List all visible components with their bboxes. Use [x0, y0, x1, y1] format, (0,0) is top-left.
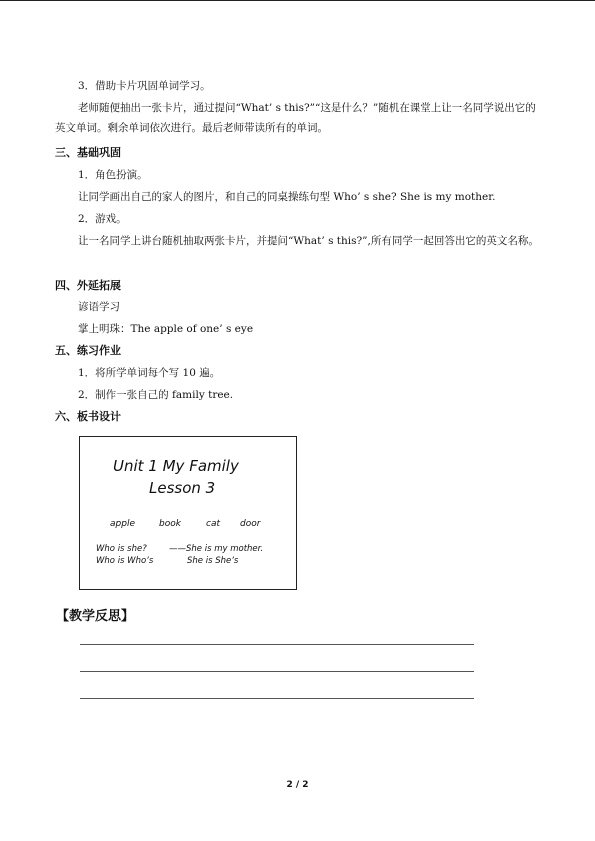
page-top-border [0, 0, 595, 1]
step3-heading: 3．借助卡片巩固单词学习。 [78, 80, 211, 92]
reflection-line-1 [80, 644, 474, 645]
board-line1-question: Who is she? [96, 544, 147, 554]
reflection-line-3 [80, 698, 474, 699]
board-lesson: Lesson 3 [149, 479, 216, 497]
reflection-line-2 [80, 671, 474, 672]
board-line2-left: Who is Who’s [96, 556, 154, 566]
step3-description: 老师随便抽出一张卡片，通过提问“What’ s this?”“这是什么？”随机在课堂上让一名同学说出它的英文单词。剩余单词依次进行。最后老师带读所有的单词。 [55, 102, 536, 134]
reflection-title: 【教学反思】 [56, 609, 135, 624]
section3-item2-desc: 让一名同学上讲台随机抽取两张卡片，并提问“What’ s this?”,所有同学一起回答出它的英文名称。 [78, 235, 539, 247]
section3-item2: 2．游戏。 [78, 213, 127, 225]
section6-title: 六、板书设计 [55, 410, 121, 423]
section4-item2: 掌上明珠：The apple of one’ s eye [78, 323, 254, 335]
board-word-door: door [240, 519, 261, 529]
section4-item1: 谚语学习 [78, 301, 120, 313]
section5-item1: 1．将所学单词每个写 10 遍。 [78, 367, 221, 379]
board-word-cat: cat [206, 519, 220, 529]
board-line1-answer: ——She is my mother. [169, 544, 264, 554]
section4-title: 四、外延拓展 [55, 279, 121, 292]
board-title: Unit 1 My Family [113, 457, 239, 475]
section5-title: 五、练习作业 [55, 344, 121, 357]
section5-item2: 2．制作一张自己的 family tree. [78, 389, 234, 401]
blackboard-design [79, 436, 297, 590]
page-number: 2 / 2 [286, 780, 309, 790]
board-line2-right: She is She’s [187, 556, 239, 566]
section3-item1: 1．角色扮演。 [78, 169, 148, 181]
section3-title: 三、基础巩固 [55, 146, 121, 159]
section3-item1-desc: 让同学画出自己的家人的图片，和自己的同桌操练句型 Who’ s she? She is my mother. [78, 191, 496, 203]
board-word-apple: apple [110, 519, 135, 529]
board-word-book: book [159, 519, 181, 529]
